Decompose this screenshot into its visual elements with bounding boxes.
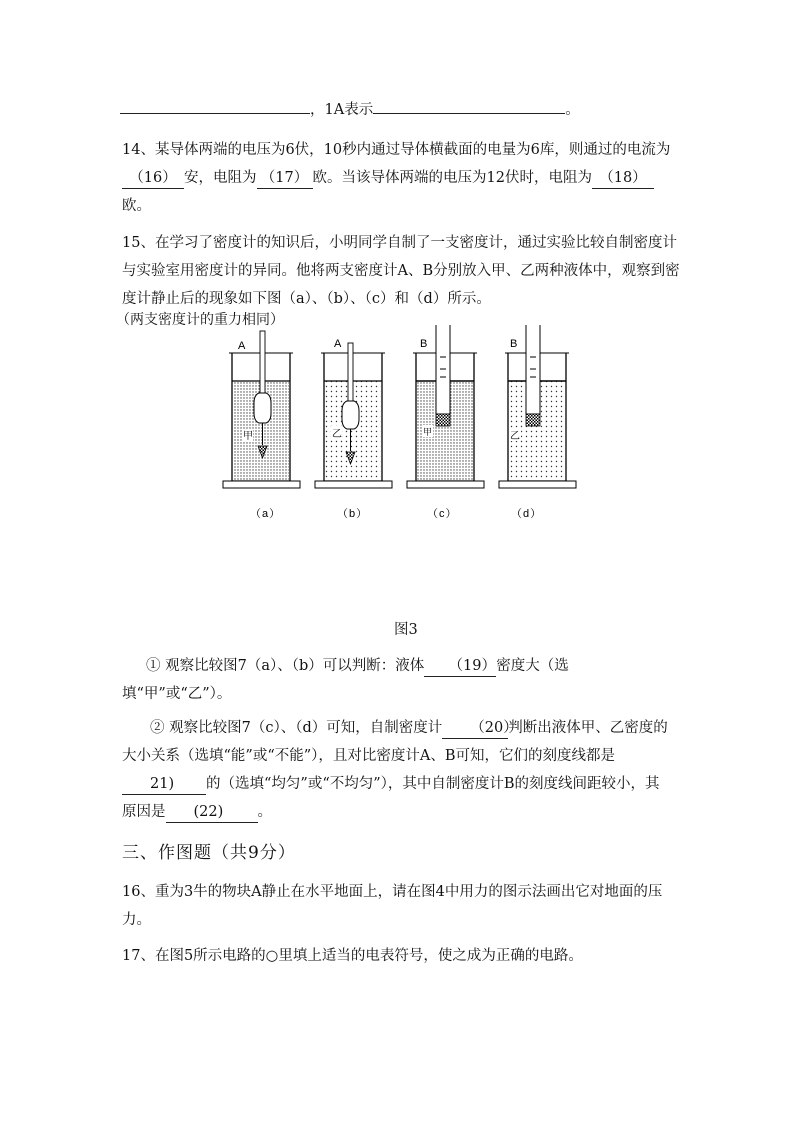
meter-label: A — [238, 340, 246, 352]
panel-label: （d） — [511, 508, 543, 520]
density-meter-figure — [0, 325, 794, 525]
meter-label: A — [334, 338, 342, 350]
blank-21[interactable]: 21) — [122, 774, 206, 795]
panel-d — [499, 325, 576, 488]
q14-text: 14、某导体两端的电压为6伏，10秒内通过导体横截面的电量为6库，则通过的电流为 — [122, 142, 671, 158]
q17-text: 17、在图5所示电路的○里填上适当的电表符号，使之成为正确的电路。 — [122, 948, 583, 964]
panel-c — [407, 325, 484, 488]
sub-question-1 — [122, 652, 662, 708]
liquid-label: 甲 — [243, 431, 253, 442]
figure-caption: 图3 — [394, 622, 418, 638]
section-3-title: 三、作图题（共9分） — [122, 843, 296, 863]
meter-label: B — [420, 338, 428, 350]
sub-question-2 — [122, 714, 670, 826]
question-16 — [122, 878, 682, 934]
liquid-label: 甲 — [423, 427, 433, 437]
meter-label: B — [510, 338, 518, 350]
sub2-text: 判断出液体甲、乙密度的大小关系（选填“能”或“不能”），且对比密度计A、B可知，它们的刻度线都是 — [122, 720, 668, 764]
panel-b — [315, 338, 392, 488]
q16-text: 16、重为3牛的物块A静止在水平地面上，请在图4中用力的图示法画出它对地面的压力。 — [122, 884, 663, 928]
sub2-text: 的（选填“均匀”或“不均匀”），其中自制密度计B的刻度线间距较小，其原因是 — [122, 776, 660, 820]
top-line-end-mark: 。 — [565, 102, 580, 118]
panel-a — [223, 331, 300, 488]
liquid-label: 乙 — [332, 429, 342, 440]
panel-label: （a） — [250, 508, 282, 520]
panel-label: （b） — [337, 508, 369, 520]
blank-22[interactable]: (22) — [166, 802, 258, 823]
sub1-text: ① 观察比较图7（a）、（b）可以判断：液体 — [146, 658, 425, 674]
question-14 — [122, 136, 682, 220]
blank-17[interactable]: （17） — [257, 168, 313, 189]
q15-text: 15、在学习了密度计的知识后，小明同学自制了一支密度计，通过实验比较自制密度计与实验室用密度计的异同。他将两支密度计A、B分别放入甲、乙两种液体中，观察到密度计静止后的现象如下图（a）、（b）、（c）和（d）所示。 — [122, 235, 680, 307]
q14-text: 欧。当该导体两端的电压为12伏时，电阻为 — [312, 170, 592, 186]
top-line-mid-text: ，1A表示 — [310, 102, 374, 118]
sub2-text: ② 观察比较图7（c）、（d）可知，自制密度计 — [150, 720, 443, 736]
blank-20[interactable]: （20） — [442, 718, 508, 739]
sub2-text: 。 — [257, 804, 272, 820]
q14-text: 欧。 — [122, 198, 151, 214]
panel-label: （c） — [427, 508, 458, 520]
q14-text: 安，电阻为 — [184, 170, 257, 186]
sub1-text: “甲”或“乙”）。 — [136, 686, 232, 702]
top-answer-line — [120, 96, 680, 124]
blank-16[interactable]: （16） — [122, 168, 184, 189]
question-17 — [122, 942, 682, 970]
q15-note: （两支密度计的重力相同） — [116, 312, 284, 328]
liquid-label: 乙 — [510, 431, 520, 442]
question-15 — [122, 229, 682, 313]
answer-blank[interactable] — [120, 97, 310, 114]
answer-blank[interactable] — [373, 97, 565, 114]
blank-19[interactable]: （19） — [424, 656, 496, 677]
sub1-text: 密度大（选填 — [122, 658, 569, 702]
blank-18[interactable]: （18） — [592, 168, 654, 189]
